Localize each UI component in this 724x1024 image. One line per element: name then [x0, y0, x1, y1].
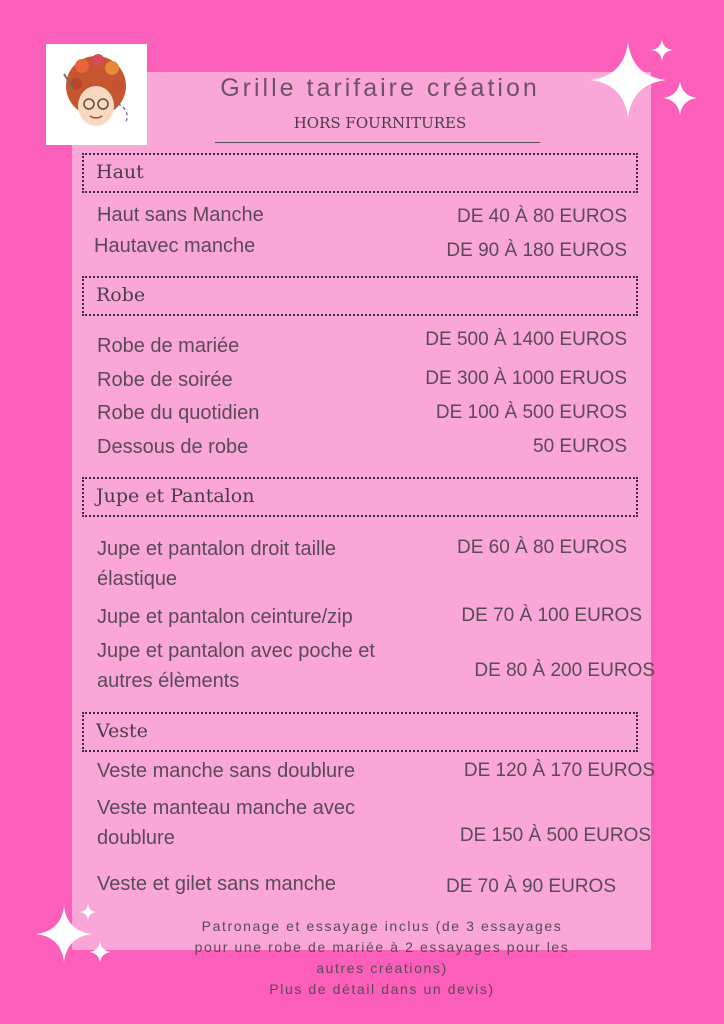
section-label: Haut: [96, 161, 144, 183]
item-price: DE 40 À 80 EUROS: [456, 206, 627, 227]
section-label: Veste: [96, 720, 148, 742]
item-name: Haut sans Manche: [97, 204, 264, 226]
item-price: 50 EUROS: [533, 436, 627, 457]
item-name: Veste et gilet sans manche: [97, 873, 337, 895]
item-price: DE 300 À 1000 ERUOS: [425, 368, 627, 389]
item-price: DE 70 À 90 EUROS: [445, 876, 616, 897]
footer-line: autres créations): [316, 960, 448, 976]
item-name: Robe de mariée: [97, 335, 240, 357]
item-price: DE 80 À 200 EUROS: [474, 660, 655, 681]
sparkle-icon: [80, 904, 96, 920]
item-price: DE 60 À 80 EUROS: [456, 537, 627, 558]
logo: [46, 44, 147, 145]
footer-line: pour une robe de mariée à 2 essayages pour les: [194, 939, 570, 955]
item-name: Dessous de robe: [97, 436, 249, 458]
section-header-haut: [82, 153, 638, 193]
footer-line: Patronage et essayage inclus (de 3 essayages: [201, 918, 563, 934]
item-price: DE 150 À 500 EUROS: [459, 825, 651, 846]
item-name: Jupe et pantalon droit taille élastique: [97, 538, 337, 590]
title-divider: [215, 142, 540, 143]
footer-note: [112, 916, 652, 1000]
item-price: DE 100 À 500 EUROS: [435, 402, 627, 423]
sparkle-icon: [650, 38, 674, 62]
footer-line: Plus de détail dans un devis): [269, 981, 495, 997]
item-name: Jupe et pantalon ceinture/zip: [97, 606, 353, 628]
item-name: Hautavec manche: [94, 235, 256, 257]
item-price: DE 90 À 180 EUROS: [446, 240, 627, 261]
sparkle-icon: [88, 940, 112, 964]
item-name: Veste manche sans doublure: [97, 760, 355, 782]
item-name: Jupe et pantalon avec poche et autres élèments: [97, 640, 375, 692]
item-price: DE 500 À 1400 EUROS: [425, 329, 627, 350]
section-header-veste: [82, 712, 638, 752]
page-title: Grille tarifaire création: [220, 74, 540, 102]
section-label: Jupe et Pantalon: [96, 485, 255, 507]
logo-illustration: [46, 44, 147, 145]
page-subtitle: HORS FOURNITURES: [293, 114, 467, 132]
item-name: Veste manteau manche avec doublure: [97, 797, 355, 849]
section-header-jupe: [82, 477, 638, 517]
section-header-robe: [82, 276, 638, 316]
item-name: Robe de soirée: [97, 369, 233, 391]
item-price: DE 70 À 100 EUROS: [461, 605, 642, 626]
section-label: Robe: [96, 284, 146, 306]
item-price: DE 120 À 170 EUROS: [463, 760, 655, 781]
sparkle-icon: [662, 80, 698, 116]
item-name: Robe du quotidien: [97, 402, 260, 424]
